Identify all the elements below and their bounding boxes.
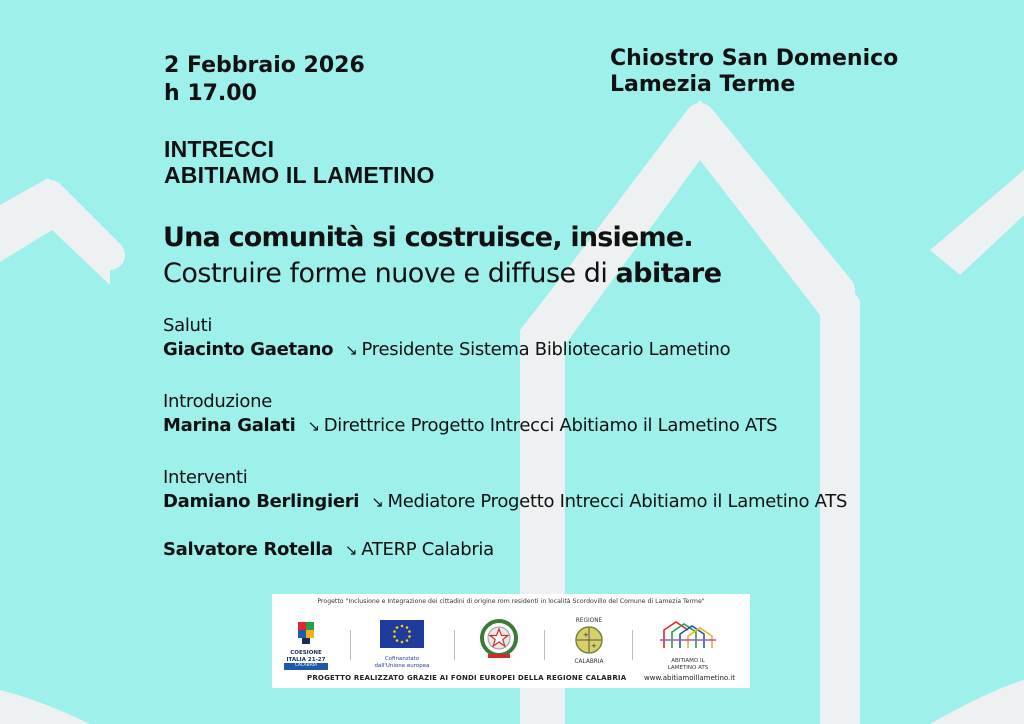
venue-city: Lamezia Terme [610, 72, 796, 97]
event-date-time [164, 52, 365, 108]
coesione-line3: CALABRIA [284, 663, 328, 670]
arrow-icon: ↘ [344, 541, 358, 559]
speaker-name: Giacinto Gaetano [163, 339, 334, 360]
section-label: Introduzione [163, 391, 272, 412]
speaker-name: Marina Galati [163, 415, 296, 436]
speaker-name: Damiano Berlingieri [163, 491, 360, 512]
program-section-introduzione [163, 390, 777, 438]
program-section-interventi [163, 466, 847, 514]
event-date: 2 Febbraio 2026 [164, 53, 365, 78]
title-line-2: ABITIAMO IL LAMETINO [164, 162, 435, 188]
divider [632, 630, 633, 660]
regione-crest-icon [564, 625, 614, 655]
abitiamo-weave-icon [658, 618, 718, 654]
arrow-icon: ↘ [345, 341, 358, 359]
program-section-saluti [163, 314, 730, 362]
speaker-name: Salvatore Rotella [163, 539, 333, 560]
tagline-secondary-text: Costruire forme nuove e diffuse di [163, 258, 616, 289]
eu-flag-icon [374, 618, 430, 648]
abitiamo-il-lametino-logo [658, 618, 718, 670]
speaker-row [163, 490, 847, 514]
event-time: h 17.00 [164, 81, 257, 106]
coesione-italia-logo [284, 618, 328, 670]
speaker-row [163, 414, 777, 438]
divider [350, 630, 351, 660]
section-label: Saluti [163, 315, 213, 336]
program-speaker-extra [163, 538, 494, 562]
regione-calabria-logo [564, 618, 614, 670]
eu-text-line2: dall'Unione europea [374, 662, 430, 669]
speaker-role: ATERP Calabria [361, 539, 494, 560]
arrow-icon: ↘ [371, 493, 384, 511]
abitiamo-line2: LAMETINO ATS [667, 664, 709, 671]
divider [454, 630, 455, 660]
republic-emblem-icon [478, 618, 520, 662]
abitiamo-line1: ABITIAMO IL [671, 658, 705, 664]
coesione-icon [284, 618, 328, 646]
coesione-line2: ITALIA 21-27 [286, 656, 326, 663]
speaker-role: Direttrice Progetto Intrecci Abitiamo il Lametino ATS [323, 415, 778, 436]
tagline-primary: Una comunità si costruisce, insieme. [163, 222, 693, 253]
event-venue [610, 46, 898, 98]
venue-name: Chiostro San Domenico [610, 46, 899, 71]
italian-republic-emblem [478, 618, 520, 670]
project-caption: Progetto "Inclusione e Integrazione dei cittadini di origine rom residenti in località Scordovillo del Comune di Lamezia Terme" [317, 598, 705, 605]
speaker-row [163, 338, 730, 362]
tagline-secondary-bold: abitare [615, 258, 722, 289]
website-url: www.abitiamoillametino.it [644, 674, 735, 682]
funding-footer: PROGETTO REALIZZATO GRAZIE AI FONDI EUROPEI DELLA REGIONE CALABRIA [307, 674, 627, 682]
svg-text:+: + [583, 630, 589, 639]
regione-top-text: REGIONE [575, 618, 603, 624]
svg-text:+: + [591, 641, 597, 650]
sponsor-logo-strip [272, 594, 750, 688]
regione-bottom-text: CALABRIA [574, 658, 604, 665]
section-label: Interventi [163, 467, 248, 488]
speaker-row [163, 538, 494, 562]
eu-cofinanced-logo [374, 618, 430, 670]
divider [544, 630, 545, 660]
title-line-1: INTRECCI [164, 136, 275, 162]
speaker-role: Presidente Sistema Bibliotecario Lametino [361, 339, 731, 360]
coesione-line1: COESIONE [290, 650, 322, 656]
eu-text-line1: Cofinanziato [384, 656, 420, 662]
tagline-secondary [163, 258, 722, 289]
arrow-icon: ↘ [307, 417, 320, 435]
event-title [164, 136, 435, 188]
speaker-role: Mediatore Progetto Intrecci Abitiamo il Lametino ATS [387, 491, 848, 512]
